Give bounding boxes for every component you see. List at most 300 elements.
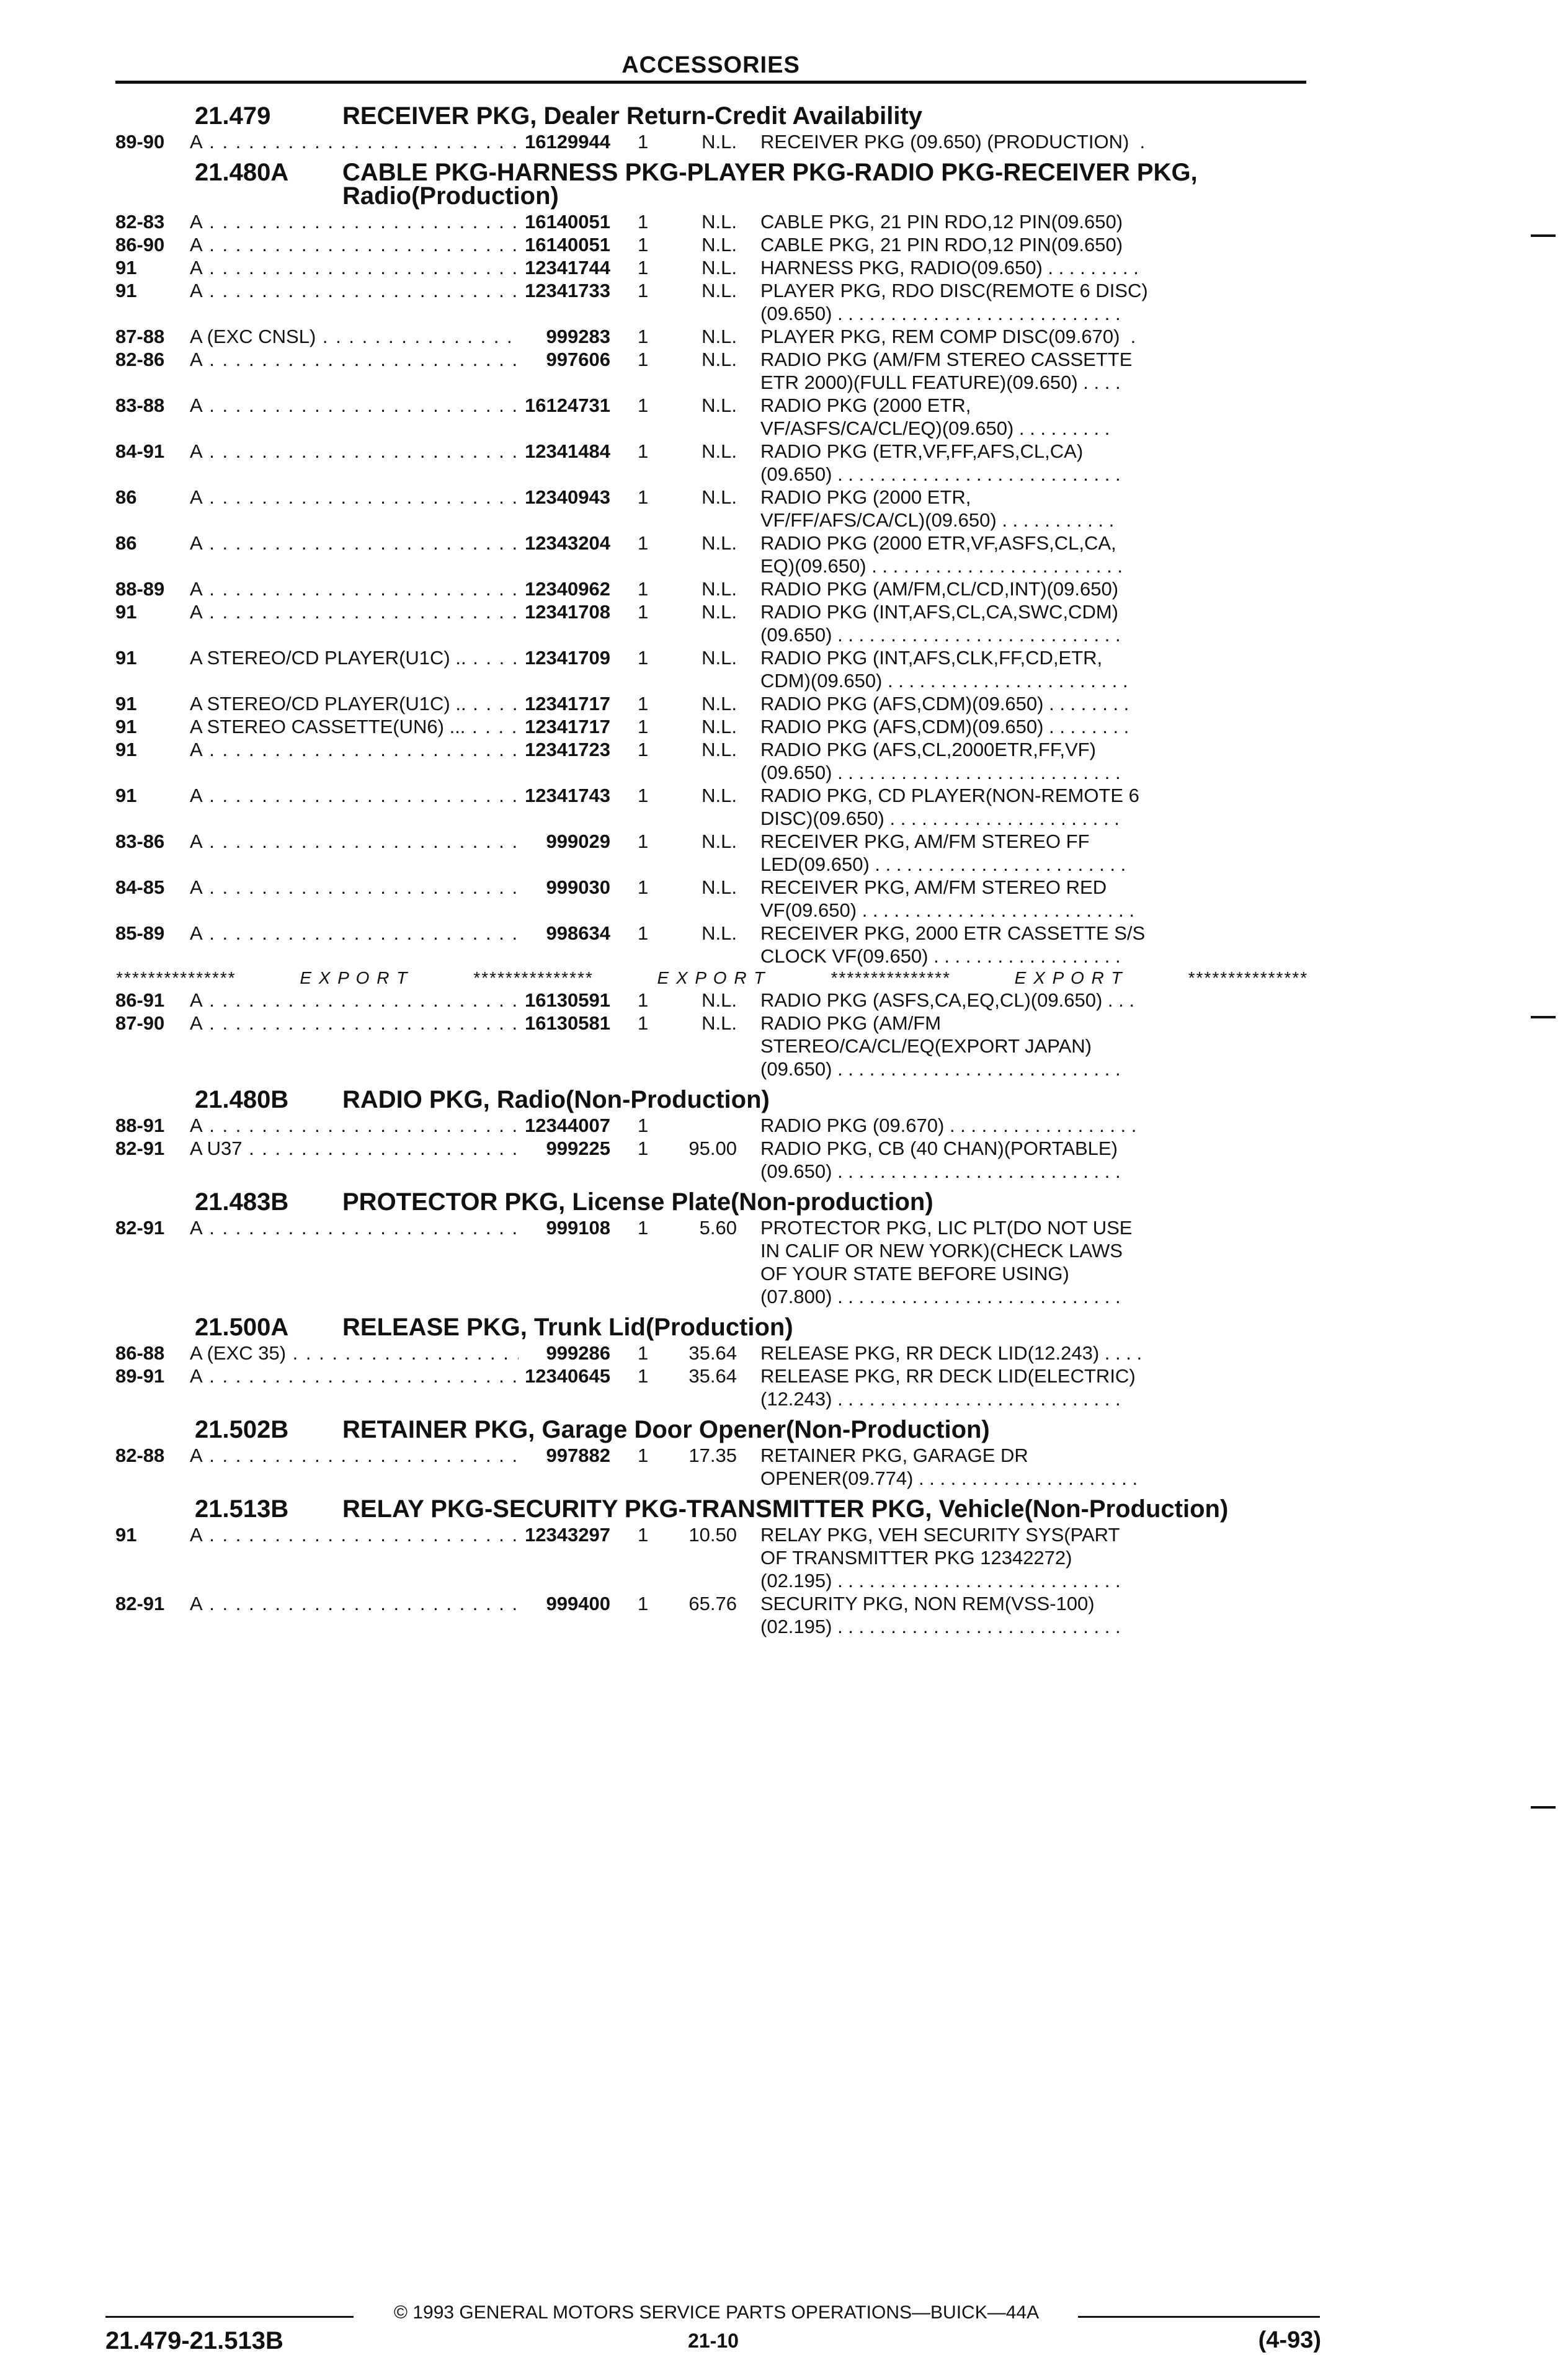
part-year xyxy=(115,692,190,715)
part-year xyxy=(115,577,190,600)
part-qty xyxy=(618,1137,667,1160)
part-price-text: 35.64 xyxy=(688,1365,737,1387)
part-description-text: RECEIVER PKG, 2000 ETR CASSETTE S/S CLOCK VF(09.650) . . . . . . . . . . . . . . . . . . xyxy=(760,922,1146,967)
part-model xyxy=(190,394,519,417)
part-price xyxy=(667,279,760,302)
part-year xyxy=(115,256,190,279)
part-description-text: SECURITY PKG, NON REM(VSS-100) (02.195) . . . . . . . . . . . . . . . . . . . . . . . . . . . xyxy=(760,1593,1121,1637)
part-description-text: RADIO PKG (AM/FM STEREO/CA/CL/EQ(EXPORT JAPAN) (09.650) . . . . . . . . . . . . . . . . . . . . . . . . . . . xyxy=(760,1012,1121,1080)
part-number-text: 12341709 xyxy=(525,647,610,669)
part-description-text: CABLE PKG, 21 PIN RDO,12 PIN(09.650) xyxy=(760,211,1123,233)
revision-date: (4-93) xyxy=(1258,2327,1321,2353)
part-year-text: 84-85 xyxy=(115,876,165,898)
part-model-text: A xyxy=(190,1012,203,1034)
footer-rule-left xyxy=(105,2316,354,2318)
part-number xyxy=(519,646,618,669)
catalog-section xyxy=(115,104,1307,157)
part-price-text: N.L. xyxy=(702,131,737,153)
part-model-text: A xyxy=(190,1593,203,1614)
part-description xyxy=(760,325,1307,348)
part-year-text: 86-90 xyxy=(115,234,165,256)
part-price xyxy=(667,325,760,348)
part-year xyxy=(115,486,190,509)
part-qty-text: 1 xyxy=(638,785,649,806)
part-qty xyxy=(618,922,667,945)
part-description xyxy=(760,922,1307,968)
part-qty-text: 1 xyxy=(638,578,649,600)
part-qty xyxy=(618,1592,667,1615)
part-year-text: 82-91 xyxy=(115,1217,165,1239)
part-price-text: 65.76 xyxy=(688,1593,737,1614)
part-number-text: 999030 xyxy=(546,876,610,898)
part-price-text: N.L. xyxy=(702,989,737,1011)
part-price-text: 5.60 xyxy=(699,1217,737,1239)
part-price-text: N.L. xyxy=(702,785,737,806)
part-year xyxy=(115,1342,190,1364)
part-row xyxy=(115,440,1307,486)
section-number: 21.479 xyxy=(195,102,271,130)
section-range: 21.479-21.513B xyxy=(105,2327,283,2354)
part-qty-text: 1 xyxy=(638,739,649,760)
part-description xyxy=(760,486,1307,532)
section-gap xyxy=(115,1410,1307,1414)
part-row xyxy=(115,1444,1307,1490)
part-description xyxy=(760,1137,1307,1183)
part-qty xyxy=(618,989,667,1012)
part-description-text: RADIO PKG (09.670) . . . . . . . . . . . . . . . . . . xyxy=(760,1115,1137,1136)
part-row xyxy=(115,256,1307,279)
part-model xyxy=(190,577,519,600)
part-model xyxy=(190,1137,519,1160)
part-row xyxy=(115,577,1307,600)
part-number-text: 16130581 xyxy=(525,1012,610,1034)
part-row xyxy=(115,1364,1307,1410)
part-model xyxy=(190,692,519,715)
part-price-text: 10.50 xyxy=(688,1524,737,1546)
part-price xyxy=(667,989,760,1012)
part-description xyxy=(760,130,1307,153)
part-description xyxy=(760,577,1307,600)
part-description xyxy=(760,1012,1307,1080)
part-qty xyxy=(618,692,667,715)
part-year xyxy=(115,233,190,256)
section-number: 21.502B xyxy=(195,1416,289,1443)
part-description xyxy=(760,1216,1307,1308)
part-number-text: 12341723 xyxy=(525,739,610,760)
part-qty xyxy=(618,210,667,233)
part-model xyxy=(190,325,519,348)
part-price xyxy=(667,1523,760,1546)
part-row xyxy=(115,876,1307,922)
part-model xyxy=(190,830,519,853)
export-stars: *************** xyxy=(830,968,950,987)
part-price xyxy=(667,486,760,509)
margin-mark xyxy=(1531,234,1556,237)
part-description-text: RADIO PKG (AM/FM,CL/CD,INT)(09.650) xyxy=(760,578,1119,600)
part-year-text: 91 xyxy=(115,693,137,715)
section-title: RETAINER PKG, Garage Door Opener(Non-Production) xyxy=(342,1416,990,1443)
section-title: PROTECTOR PKG, License Plate(Non-production) xyxy=(342,1188,933,1216)
section-heading xyxy=(115,1088,1307,1111)
part-qty-text: 1 xyxy=(638,394,649,416)
part-number xyxy=(519,348,618,371)
part-description-text: RADIO PKG (INT,AFS,CL,CA,SWC,CDM) (09.650) . . . . . . . . . . . . . . . . . . . . . . . . . . . xyxy=(760,601,1121,646)
part-description xyxy=(760,279,1307,325)
part-model-text: A xyxy=(190,601,203,623)
part-year xyxy=(115,830,190,853)
part-description xyxy=(760,692,1307,715)
part-description xyxy=(760,233,1307,256)
part-price-text: N.L. xyxy=(702,211,737,233)
part-qty xyxy=(618,532,667,554)
section-number: 21.480B xyxy=(195,1086,289,1113)
part-year-text: 82-91 xyxy=(115,1593,165,1614)
part-description-text: RECEIVER PKG (09.650) (PRODUCTION) . xyxy=(760,131,1146,153)
part-qty xyxy=(618,1012,667,1035)
part-number xyxy=(519,1012,618,1035)
part-description-text: RADIO PKG (INT,AFS,CLK,FF,CD,ETR, CDM)(09.650) . . . . . . . . . . . . . . . . . . . . . . . xyxy=(760,647,1128,692)
part-description-text: RETAINER PKG, GARAGE DR OPENER(09.774) . . . . . . . . . . . . . . . . . . . . . xyxy=(760,1445,1138,1489)
part-description-text: RADIO PKG, CD PLAYER(NON-REMOTE 6 DISC)(09.650) . . . . . . . . . . . . . . . . . . . . . . xyxy=(760,785,1139,829)
part-year-text: 91 xyxy=(115,785,137,806)
part-number-text: 997882 xyxy=(546,1445,610,1466)
part-row xyxy=(115,325,1307,348)
part-model-text: A (EXC 35) xyxy=(190,1342,287,1364)
part-model xyxy=(190,233,519,256)
part-description-text: RECEIVER PKG, AM/FM STEREO FF LED(09.650) . . . . . . . . . . . . . . . . . . . . . . . . xyxy=(760,830,1126,875)
part-model xyxy=(190,715,519,738)
part-qty-text: 1 xyxy=(638,257,649,278)
part-price xyxy=(667,784,760,807)
part-number xyxy=(519,1592,618,1615)
part-qty-text: 1 xyxy=(638,601,649,623)
part-price-text: N.L. xyxy=(702,876,737,898)
part-number xyxy=(519,784,618,807)
section-gap xyxy=(115,1183,1307,1186)
part-year xyxy=(115,1364,190,1387)
part-qty-text: 1 xyxy=(638,486,649,508)
part-model-text: A xyxy=(190,394,203,416)
header-rule xyxy=(115,81,1306,84)
margin-mark xyxy=(1531,1016,1556,1018)
part-year-text: 82-83 xyxy=(115,211,165,233)
part-qty xyxy=(618,440,667,463)
section-title: RELAY PKG-SECURITY PKG-TRANSMITTER PKG, Vehicle(Non-Production) xyxy=(342,1495,1229,1523)
part-year xyxy=(115,876,190,899)
part-number-text: 998634 xyxy=(546,922,610,944)
part-model xyxy=(190,440,519,463)
copyright: © 1993 GENERAL MOTORS SERVICE PARTS OPERATIONS—BUICK—44A xyxy=(393,2302,1040,2323)
part-price xyxy=(667,600,760,623)
part-year-text: 83-86 xyxy=(115,830,165,852)
part-year xyxy=(115,1592,190,1615)
part-price xyxy=(667,233,760,256)
part-qty-text: 1 xyxy=(638,1445,649,1466)
part-price-text: N.L. xyxy=(702,922,737,944)
part-price xyxy=(667,532,760,554)
part-qty-text: 1 xyxy=(638,693,649,715)
part-number-text: 12343297 xyxy=(525,1524,610,1546)
catalog-section xyxy=(115,1497,1307,1642)
part-qty xyxy=(618,325,667,348)
part-qty xyxy=(618,233,667,256)
part-qty xyxy=(618,1364,667,1387)
part-year xyxy=(115,279,190,302)
part-model-text: A xyxy=(190,440,203,462)
parts-list xyxy=(115,100,1307,1642)
part-number xyxy=(519,738,618,761)
section-title: CABLE PKG-HARNESS PKG-PLAYER PKG-RADIO PKG-RECEIVER PKG, Radio(Production) xyxy=(342,159,1198,210)
section-heading xyxy=(115,104,1307,128)
part-row xyxy=(115,646,1307,692)
part-row xyxy=(115,1137,1307,1183)
section-title: RELEASE PKG, Trunk Lid(Production) xyxy=(342,1314,793,1341)
part-number-text: 12340943 xyxy=(525,486,610,508)
part-year xyxy=(115,348,190,371)
part-number-text: 997606 xyxy=(546,349,610,370)
part-description-text: RADIO PKG (ETR,VF,FF,AFS,CL,CA) (09.650) . . . . . . . . . . . . . . . . . . . . . . . . . . . xyxy=(760,440,1121,485)
part-price-text: N.L. xyxy=(702,693,737,715)
part-qty-text: 1 xyxy=(638,1137,649,1159)
part-model xyxy=(190,279,519,302)
part-price-text: 35.64 xyxy=(688,1342,737,1364)
part-qty xyxy=(618,394,667,417)
part-number xyxy=(519,233,618,256)
part-year-text: 86 xyxy=(115,486,137,508)
part-number xyxy=(519,1342,618,1364)
part-price-text: N.L. xyxy=(702,601,737,623)
part-number-text: 999108 xyxy=(546,1217,610,1239)
part-description xyxy=(760,1114,1307,1137)
part-year xyxy=(115,210,190,233)
part-qty xyxy=(618,348,667,371)
part-year-text: 91 xyxy=(115,739,137,760)
part-qty xyxy=(618,715,667,738)
part-description-text: RADIO PKG (AFS,CDM)(09.650) . . . . . . . . xyxy=(760,716,1129,737)
export-stars: *************** xyxy=(473,968,593,987)
part-row xyxy=(115,692,1307,715)
part-number xyxy=(519,922,618,945)
part-qty-text: 1 xyxy=(638,440,649,462)
part-description xyxy=(760,600,1307,646)
part-price-text: N.L. xyxy=(702,486,737,508)
part-price xyxy=(667,130,760,153)
section-title: RECEIVER PKG, Dealer Return-Credit Availability xyxy=(342,102,923,130)
part-model xyxy=(190,876,519,899)
part-number-text: 999029 xyxy=(546,830,610,852)
section-gap xyxy=(115,1490,1307,1494)
part-year-text: 82-86 xyxy=(115,349,165,370)
part-model xyxy=(190,210,519,233)
part-model xyxy=(190,1523,519,1546)
part-year-text: 88-89 xyxy=(115,578,165,600)
part-number-text: 16124731 xyxy=(525,394,610,416)
export-stars: *************** xyxy=(115,968,236,987)
part-row xyxy=(115,486,1307,532)
page-title: ACCESSORIES xyxy=(621,52,800,78)
part-row xyxy=(115,738,1307,784)
part-price-text: N.L. xyxy=(702,716,737,737)
part-number xyxy=(519,600,618,623)
part-model xyxy=(190,1216,519,1239)
part-description-text: RADIO PKG (2000 ETR, VF/FF/AFS/CA/CL)(09.650) . . . . . . . . . . . xyxy=(760,486,1115,531)
part-year-text: 91 xyxy=(115,647,137,669)
part-description xyxy=(760,440,1307,486)
part-qty-text: 1 xyxy=(638,1524,649,1546)
part-qty-text: 1 xyxy=(638,349,649,370)
export-label: E X P O R T xyxy=(657,968,766,987)
part-qty-text: 1 xyxy=(638,647,649,669)
part-qty-text: 1 xyxy=(638,1342,649,1364)
part-qty-text: 1 xyxy=(638,1012,649,1034)
part-number xyxy=(519,440,618,463)
part-price xyxy=(667,1592,760,1615)
part-year xyxy=(115,1114,190,1137)
part-year-text: 91 xyxy=(115,257,137,278)
part-price xyxy=(667,1012,760,1035)
part-row xyxy=(115,1012,1307,1080)
part-description xyxy=(760,989,1307,1012)
part-description xyxy=(760,532,1307,577)
part-model xyxy=(190,256,519,279)
part-price xyxy=(667,440,760,463)
part-price xyxy=(667,1444,760,1467)
footer-rule-right xyxy=(1078,2316,1320,2318)
part-price xyxy=(667,876,760,899)
export-label: E X P O R T xyxy=(1014,968,1123,987)
part-price xyxy=(667,922,760,945)
part-year-text: 89-91 xyxy=(115,1365,165,1387)
part-year xyxy=(115,130,190,153)
part-description-text: RADIO PKG (AFS,CL,2000ETR,FF,VF) (09.650) . . . . . . . . . . . . . . . . . . . . . . . . . . . xyxy=(760,739,1121,783)
section-number: 21.480A xyxy=(195,159,289,186)
part-number-text: 12341733 xyxy=(525,280,610,301)
part-row xyxy=(115,394,1307,440)
part-number-text: 12341743 xyxy=(525,785,610,806)
part-model xyxy=(190,1592,519,1615)
part-qty-text: 1 xyxy=(638,830,649,852)
part-model-text: A xyxy=(190,739,203,760)
part-year-text: 86 xyxy=(115,532,137,554)
part-description-text: PLAYER PKG, REM COMP DISC(09.670) . xyxy=(760,326,1136,347)
part-qty xyxy=(618,577,667,600)
section-heading xyxy=(115,1497,1307,1521)
catalog-section xyxy=(115,1088,1307,1186)
part-qty-text: 1 xyxy=(638,876,649,898)
part-description-text: HARNESS PKG, RADIO(09.650) . . . . . . . . . xyxy=(760,257,1139,278)
part-year-text: 87-88 xyxy=(115,326,165,347)
section-heading xyxy=(115,1316,1307,1339)
part-row xyxy=(115,1523,1307,1592)
part-model xyxy=(190,1444,519,1467)
part-qty-text: 1 xyxy=(638,1365,649,1387)
part-year-text: 89-90 xyxy=(115,131,165,153)
part-number-text: 999400 xyxy=(546,1593,610,1614)
part-year xyxy=(115,989,190,1012)
part-price-text: N.L. xyxy=(702,440,737,462)
part-description xyxy=(760,1342,1307,1364)
part-model xyxy=(190,646,519,669)
part-price-text: 95.00 xyxy=(688,1137,737,1159)
part-price xyxy=(667,348,760,371)
part-qty-text: 1 xyxy=(638,131,649,153)
part-year xyxy=(115,646,190,669)
section-gap xyxy=(115,1308,1307,1312)
part-model-text: A xyxy=(190,876,203,898)
part-year xyxy=(115,922,190,945)
part-description-text: RADIO PKG (ASFS,CA,EQ,CL)(09.650) . . . xyxy=(760,989,1134,1011)
part-row xyxy=(115,830,1307,876)
part-year xyxy=(115,600,190,623)
part-qty-text: 1 xyxy=(638,211,649,233)
part-description xyxy=(760,1364,1307,1410)
part-number xyxy=(519,577,618,600)
part-number-text: 16140051 xyxy=(525,211,610,233)
part-number-text: 999283 xyxy=(546,326,610,347)
part-model-text: A xyxy=(190,830,203,852)
part-number-text: 12340645 xyxy=(525,1365,610,1387)
part-model-text: A xyxy=(190,1445,203,1466)
part-year-text: 86-91 xyxy=(115,989,165,1011)
part-description-text: RELAY PKG, VEH SECURITY SYS(PART OF TRANSMITTER PKG 12342272) (02.195) . . . . . . . . . . . . . . . . . . . . . . . . . . . xyxy=(760,1524,1121,1592)
part-year-text: 91 xyxy=(115,716,137,737)
part-year-text: 83-88 xyxy=(115,394,165,416)
part-model xyxy=(190,784,519,807)
part-year-text: 87-90 xyxy=(115,1012,165,1034)
part-description-text: RELEASE PKG, RR DECK LID(12.243) . . . . xyxy=(760,1342,1143,1364)
part-price xyxy=(667,394,760,417)
section-heading xyxy=(115,161,1307,208)
section-heading xyxy=(115,1190,1307,1214)
part-price-text: N.L. xyxy=(702,257,737,278)
part-description-text: PROTECTOR PKG, LIC PLT(DO NOT USE IN CALIF OR NEW YORK)(CHECK LAWS OF YOUR STATE BEFORE USING) (07.800) . . . . . . . . . . . . . . . . . . . . . . . . . . . xyxy=(760,1217,1133,1307)
part-description-text: RECEIVER PKG, AM/FM STEREO RED VF(09.650) . . . . . . . . . . . . . . . . . . . . . . . . . . xyxy=(760,876,1134,921)
part-number-text: 999225 xyxy=(546,1137,610,1159)
catalog-section xyxy=(115,161,1307,1084)
part-year xyxy=(115,1523,190,1546)
part-model-text: A xyxy=(190,257,203,278)
part-price xyxy=(667,715,760,738)
part-description xyxy=(760,394,1307,440)
part-number xyxy=(519,1364,618,1387)
part-model-text: A xyxy=(190,211,203,233)
part-model-text: A xyxy=(190,532,203,554)
part-number-text: 16140051 xyxy=(525,234,610,256)
part-description xyxy=(760,784,1307,830)
part-model xyxy=(190,738,519,761)
part-qty xyxy=(618,1216,667,1239)
part-year xyxy=(115,715,190,738)
part-description xyxy=(760,1592,1307,1638)
part-qty xyxy=(618,279,667,302)
part-qty xyxy=(618,1114,667,1137)
page-number: 21-10 xyxy=(688,2330,739,2352)
part-number xyxy=(519,1216,618,1239)
part-year-text: 86-88 xyxy=(115,1342,165,1364)
part-price-text: N.L. xyxy=(702,830,737,852)
part-year xyxy=(115,784,190,807)
part-qty xyxy=(618,876,667,899)
part-description-text: RADIO PKG (2000 ETR,VF,ASFS,CL,CA, EQ)(09.650) . . . . . . . . . . . . . . . . . . . . . . . . xyxy=(760,532,1123,577)
part-model xyxy=(190,600,519,623)
part-price xyxy=(667,1342,760,1364)
part-number-text: 16130591 xyxy=(525,989,610,1011)
part-qty xyxy=(618,600,667,623)
part-qty-text: 1 xyxy=(638,716,649,737)
part-year-text: 82-91 xyxy=(115,1137,165,1159)
part-number xyxy=(519,830,618,853)
part-year-text: 85-89 xyxy=(115,922,165,944)
